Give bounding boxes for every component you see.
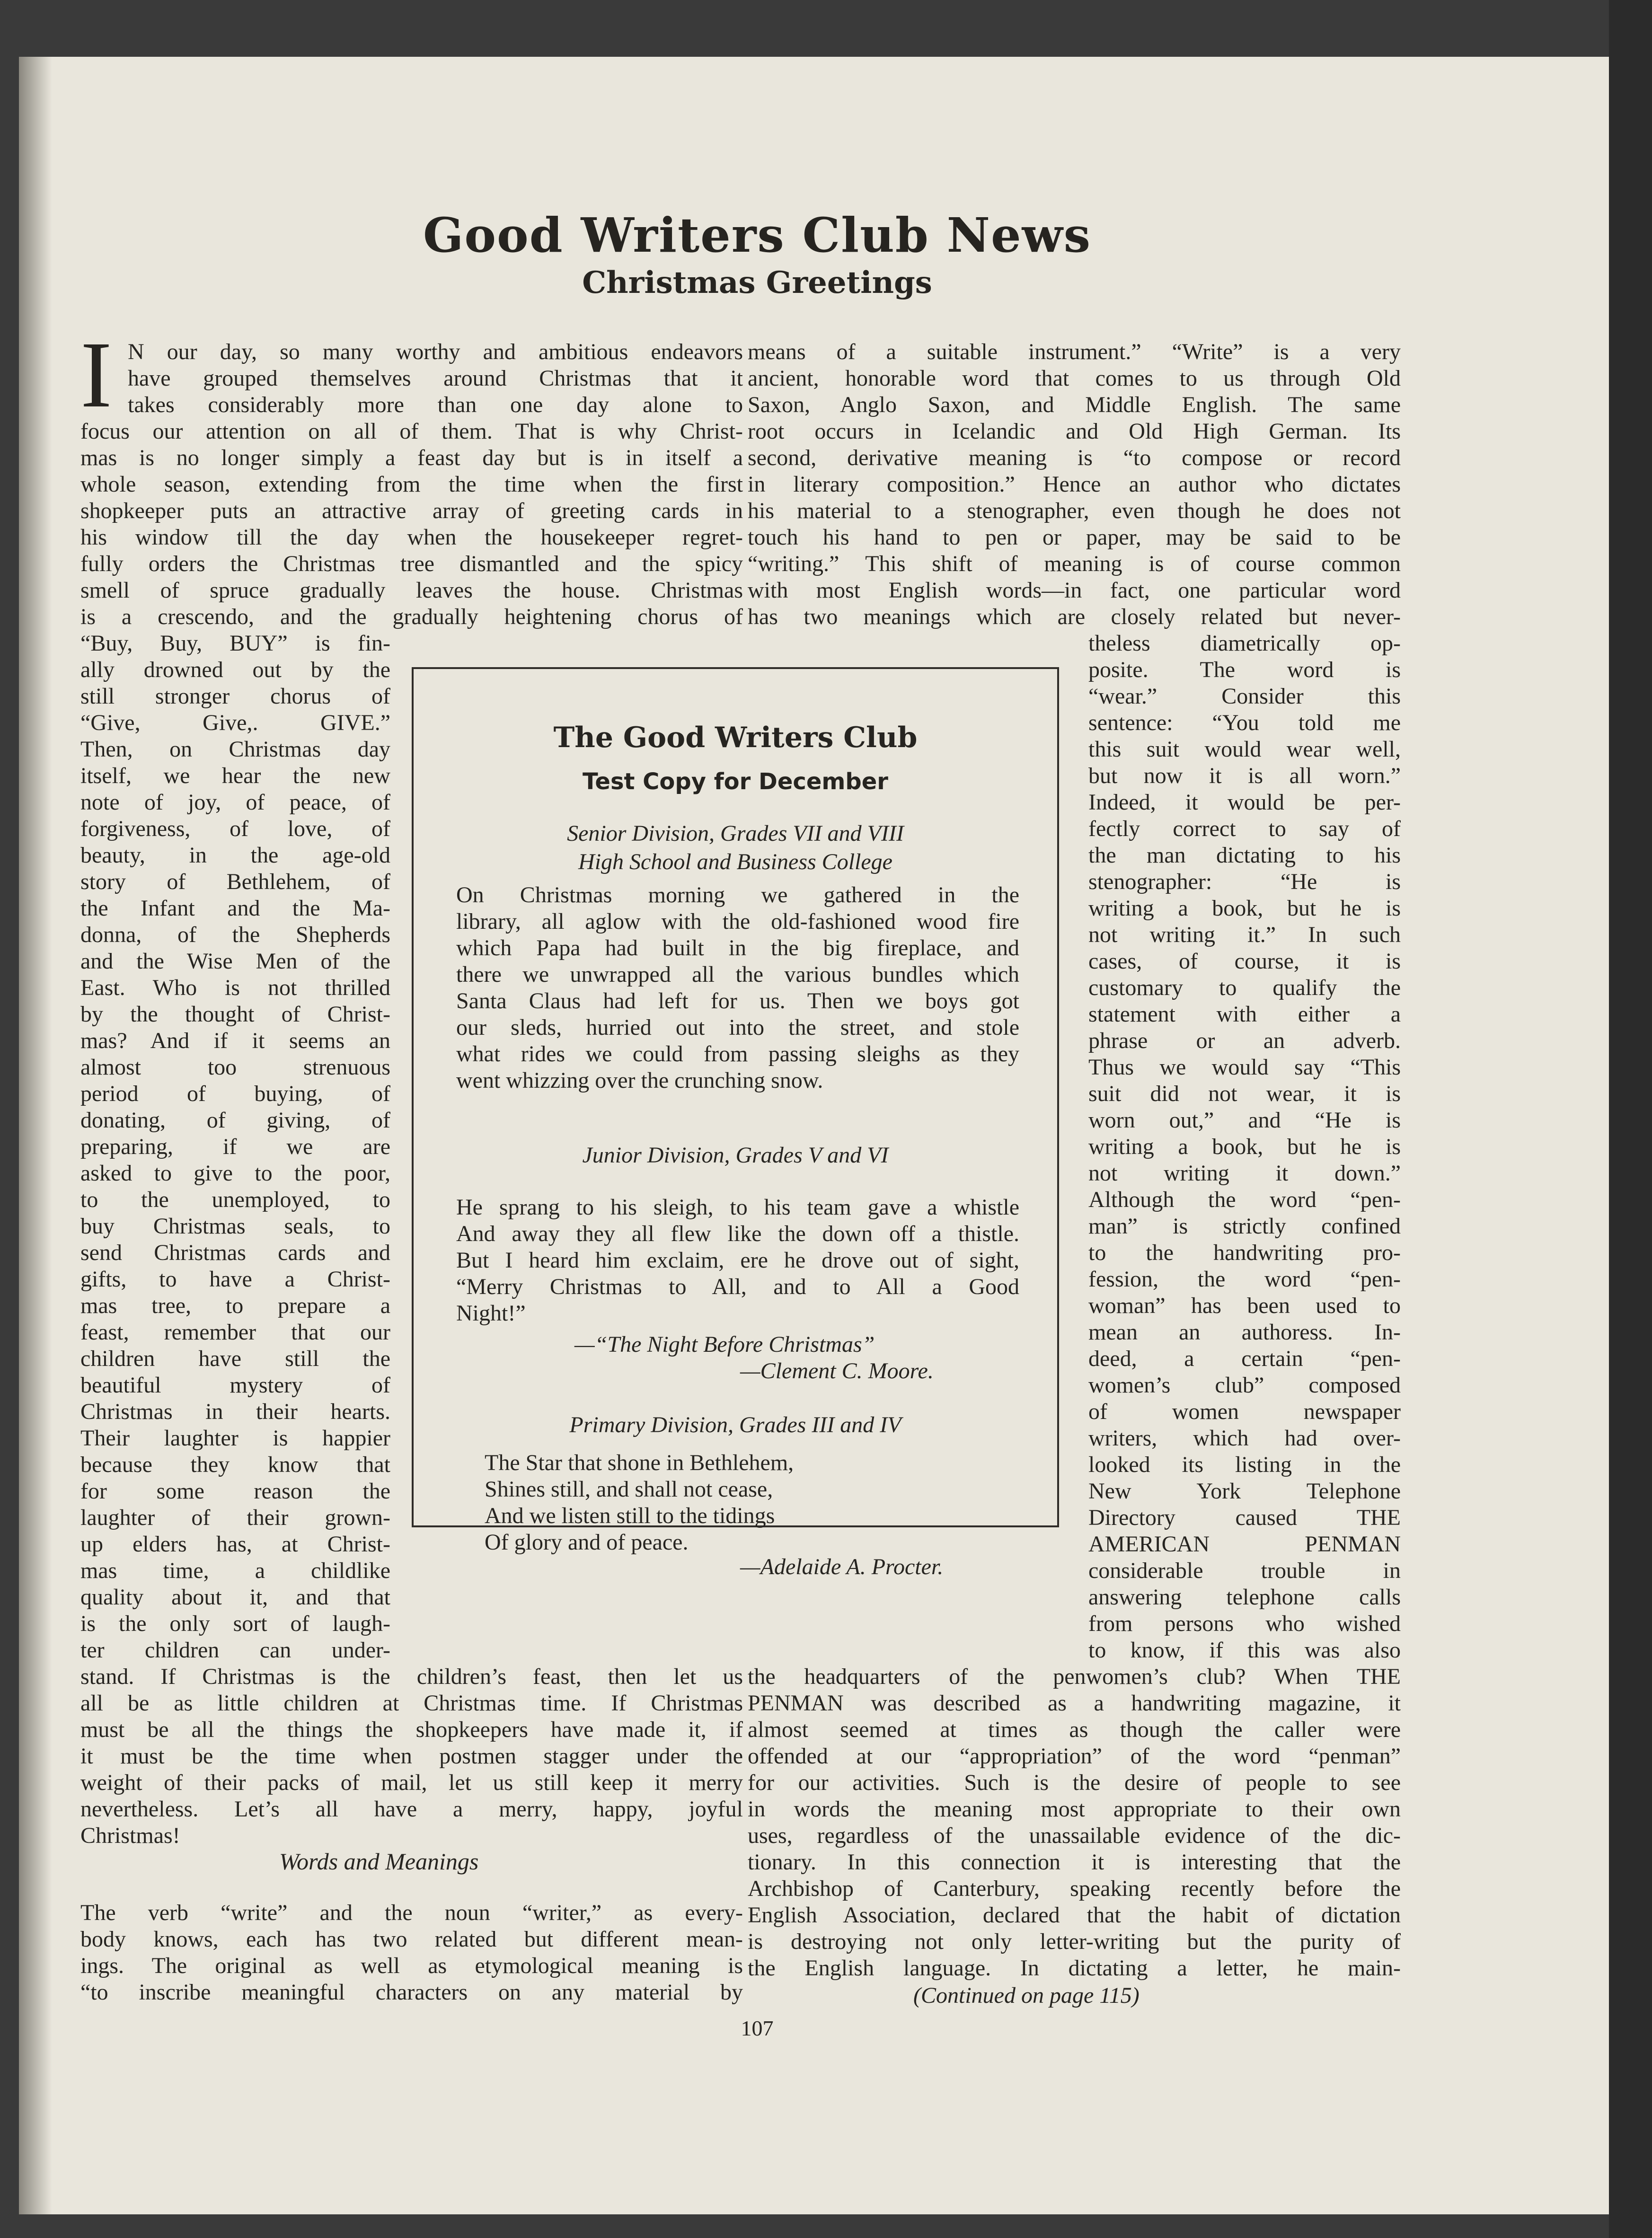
text-line: send Christmas cards and bbox=[80, 1240, 390, 1265]
page-number: 107 bbox=[741, 2016, 774, 2040]
scanner-edge bbox=[1609, 0, 1652, 2238]
text-line: gifts, to have a Christ- bbox=[80, 1267, 390, 1292]
text-line: ter children can under- bbox=[80, 1638, 390, 1663]
text-line: is the only sort of laugh- bbox=[80, 1611, 390, 1636]
text-line: stenographer: “He is bbox=[1088, 869, 1401, 894]
text-line: it must be the time when postmen stagger under the bbox=[80, 1744, 743, 1769]
text-line: touch his hand to pen or paper, may be said to be bbox=[748, 525, 1401, 550]
text-line: “wear.” Consider this bbox=[1088, 684, 1401, 709]
text-line: ally drowned out by the bbox=[80, 657, 390, 682]
text-line: almost seemed at times as though the caller were bbox=[748, 1717, 1401, 1742]
text-line: On Christmas morning we gathered in the bbox=[456, 882, 1019, 908]
text-line: theless diametrically op- bbox=[1088, 631, 1401, 656]
text-line: beauty, in the age-old bbox=[80, 843, 390, 868]
text-line: there we unwrapped all the various bundles which bbox=[456, 962, 1019, 987]
text-line: “Merry Christmas to All, and to All a Good bbox=[456, 1274, 1019, 1299]
text-line: the man dictating to his bbox=[1088, 843, 1401, 868]
text-line: quality about it, and that bbox=[80, 1585, 390, 1610]
senior-passage bbox=[456, 882, 1019, 1094]
text-line: man” is strictly confined bbox=[1088, 1214, 1401, 1239]
text-line: Saxon, Anglo Saxon, and Middle English. The same bbox=[748, 392, 1401, 417]
text-line: writers, which had over- bbox=[1088, 1426, 1401, 1451]
intro-paragraph bbox=[128, 339, 743, 418]
box-title: The Good Writers Club bbox=[553, 721, 918, 754]
text-line: East. Who is not thrilled bbox=[80, 975, 390, 1000]
text-line: Santa Claus had left for us. Then we boys got bbox=[456, 988, 1019, 1013]
text-line: his material to a stenographer, even though he does not bbox=[748, 498, 1401, 523]
junior-passage bbox=[456, 1194, 1019, 1327]
text-line: not writing it.” In such bbox=[1088, 922, 1401, 947]
text-line: library, all aglow with the old-fashioned wood fire bbox=[456, 909, 1019, 934]
text-line: Thus we would say “This bbox=[1088, 1055, 1401, 1080]
text-line: to the unemployed, to bbox=[80, 1187, 390, 1212]
text-line: preparing, if we are bbox=[80, 1134, 390, 1159]
text-line: period of buying, of bbox=[80, 1081, 390, 1106]
text-line: by the thought of Christ- bbox=[80, 1002, 390, 1027]
text-line: means of a suitable instrument.” “Write” is a very bbox=[748, 339, 1401, 364]
text-line: asked to give to the poor, bbox=[80, 1161, 390, 1186]
text-line: stand. If Christmas is the children’s feast, then let us bbox=[80, 1664, 743, 1689]
text-line: English Association, declared that the habit of dictation bbox=[748, 1903, 1401, 1928]
text-line: donating, of giving, of bbox=[80, 1108, 390, 1133]
text-line: mas tree, to prepare a bbox=[80, 1293, 390, 1318]
primary-heading: Primary Division, Grades III and IV bbox=[569, 1412, 901, 1437]
text-line: “to inscribe meaningful characters on any material by bbox=[80, 1980, 743, 2005]
text-line: worn out,” and “He is bbox=[1088, 1108, 1401, 1133]
text-line: forgiveness, of love, of bbox=[80, 816, 390, 841]
text-line: posite. The word is bbox=[1088, 657, 1401, 682]
text-line: up elders has, at Christ- bbox=[80, 1532, 390, 1557]
text-line: buy Christmas seals, to bbox=[80, 1214, 390, 1239]
text-line: our sleds, hurried out into the street, and stole bbox=[456, 1015, 1019, 1040]
text-line: Indeed, it would be per- bbox=[1088, 790, 1401, 815]
text-line: answering telephone calls bbox=[1088, 1585, 1401, 1610]
text-line: cases, of course, it is bbox=[1088, 949, 1401, 974]
text-line: Their laughter is happier bbox=[80, 1426, 390, 1451]
text-line: beautiful mystery of bbox=[80, 1373, 390, 1398]
text-line: has two meanings which are closely related but never- bbox=[748, 604, 1401, 629]
text-line: The Star that shone in Bethlehem, bbox=[485, 1450, 794, 1475]
text-line: note of joy, of peace, of bbox=[80, 790, 390, 815]
text-line: ings. The original as well as etymological meaning is bbox=[80, 1953, 743, 1978]
text-line: and the Wise Men of the bbox=[80, 949, 390, 974]
junior-author: —Clement C. Moore. bbox=[740, 1358, 934, 1383]
text-line: phrase or an adverb. bbox=[1088, 1028, 1401, 1053]
text-line: weight of their packs of mail, let us still keep it merry bbox=[80, 1770, 743, 1795]
words-paragraph bbox=[80, 1900, 743, 2006]
text-line: in words the meaning most appropriate to their own bbox=[748, 1797, 1401, 1822]
text-line: Of glory and of peace. bbox=[485, 1530, 689, 1555]
junior-source: —“The Night Before Christmas” bbox=[574, 1332, 875, 1357]
text-line: whole season, extending from the time when the first bbox=[80, 472, 743, 497]
right-top-paragraph bbox=[748, 339, 1401, 630]
text-line: suit did not wear, it is bbox=[1088, 1081, 1401, 1106]
binding-shadow bbox=[19, 57, 52, 2214]
text-line: nevertheless. Let’s all have a merry, happy, joyful bbox=[80, 1797, 743, 1822]
text-line: with most English words—in fact, one particular word bbox=[748, 578, 1401, 603]
page-title: Good Writers Club News bbox=[423, 207, 1092, 263]
text-line: of women newspaper bbox=[1088, 1399, 1401, 1424]
text-line: which Papa had built in the big fireplace, and bbox=[456, 935, 1019, 960]
text-line: not writing it down.” bbox=[1088, 1161, 1401, 1186]
text-line: what rides we could from passing sleighs as they bbox=[456, 1041, 1019, 1066]
text-line: to the handwriting pro- bbox=[1088, 1240, 1401, 1265]
text-line: He sprang to his sleigh, to his team gave a whistle bbox=[456, 1195, 1019, 1220]
text-line: still stronger chorus of bbox=[80, 684, 390, 709]
section-heading: Words and Meanings bbox=[279, 1848, 479, 1875]
text-line: N our day, so many worthy and ambitious endeavors bbox=[128, 339, 743, 364]
text-line: writing a book, but he is bbox=[1088, 896, 1401, 921]
text-line: ancient, honorable word that comes to us through Old bbox=[748, 366, 1401, 391]
text-line: all be as little children at Christmas time. If Christmas bbox=[80, 1691, 743, 1716]
text-line: his window till the day when the housekeeper regret- bbox=[80, 525, 743, 550]
text-line: uses, regardless of the unassailable evidence of the dic- bbox=[748, 1823, 1401, 1848]
right-bottom-paragraph bbox=[748, 1664, 1401, 1982]
text-line: looked its listing in the bbox=[1088, 1452, 1401, 1477]
text-line: but now it is all worn.” bbox=[1088, 763, 1401, 788]
text-line: this suit would wear well, bbox=[1088, 737, 1401, 762]
right-narrow-column bbox=[1088, 630, 1401, 1664]
text-line: donna, of the Shepherds bbox=[80, 922, 390, 947]
senior-heading-1: Senior Division, Grades VII and VIII bbox=[567, 821, 904, 846]
text-line: Directory caused THE bbox=[1088, 1505, 1401, 1530]
text-line: And we listen still to the tidings bbox=[485, 1503, 775, 1528]
text-line: root occurs in Icelandic and Old High German. Its bbox=[748, 419, 1401, 444]
text-line: “writing.” This shift of meaning is of course common bbox=[748, 551, 1401, 576]
text-line: is destroying not only letter-writing but the purity of bbox=[748, 1929, 1401, 1954]
continued-note: (Continued on page 115) bbox=[913, 1983, 1140, 2008]
text-line: deed, a certain “pen- bbox=[1088, 1346, 1401, 1371]
text-line: shopkeeper puts an attractive array of greeting cards in bbox=[80, 498, 743, 523]
text-line: mas time, a childlike bbox=[80, 1558, 390, 1583]
text-line: fectly correct to say of bbox=[1088, 816, 1401, 841]
text-line: takes considerably more than one day alone to bbox=[128, 392, 743, 417]
text-line: But I heard him exclaim, ere he drove out of sight, bbox=[456, 1248, 1019, 1273]
text-line: And away they all flew like the down off a thistle. bbox=[456, 1221, 1019, 1246]
text-line: Although the word “pen- bbox=[1088, 1187, 1401, 1212]
text-line: the headquarters of the penwomen’s club? When THE bbox=[748, 1664, 1401, 1689]
text-line: story of Bethlehem, of bbox=[80, 869, 390, 894]
text-line: sentence: “You told me bbox=[1088, 710, 1401, 735]
text-line: to know, if this was also bbox=[1088, 1638, 1401, 1663]
text-line: Christmas in their hearts. bbox=[80, 1399, 390, 1424]
primary-author: —Adelaide A. Procter. bbox=[740, 1554, 944, 1579]
text-line: considerable trouble in bbox=[1088, 1558, 1401, 1583]
test-copy-box bbox=[412, 667, 1059, 1579]
text-line: the Infant and the Ma- bbox=[80, 896, 390, 921]
text-line: because they know that bbox=[80, 1452, 390, 1477]
text-line: fession, the word “pen- bbox=[1088, 1267, 1401, 1292]
text-line: customary to qualify the bbox=[1088, 975, 1401, 1000]
text-line: mean an authoress. In- bbox=[1088, 1320, 1401, 1345]
text-line: itself, we hear the new bbox=[80, 763, 390, 788]
senior-heading-2: High School and Business College bbox=[578, 849, 892, 874]
text-line: have grouped themselves around Christmas that it bbox=[128, 366, 743, 391]
text-line: “Buy, Buy, BUY” is fin- bbox=[80, 631, 390, 656]
text-line: almost too strenuous bbox=[80, 1055, 390, 1080]
text-line: AMERICAN PENMAN bbox=[1088, 1532, 1401, 1557]
text-line: focus our attention on all of them. That is why Christ- bbox=[80, 419, 743, 444]
text-line: Archbishop of Canterbury, speaking recently before the bbox=[748, 1876, 1401, 1901]
text-line: for some reason the bbox=[80, 1479, 390, 1504]
text-line: “Give, Give,. GIVE.” bbox=[80, 710, 390, 735]
text-line: Christmas! bbox=[80, 1823, 180, 1848]
intro-paragraph-tail bbox=[80, 418, 743, 630]
text-line: laughter of their grown- bbox=[80, 1505, 390, 1530]
text-line: from persons who wished bbox=[1088, 1611, 1401, 1636]
text-line: is a crescendo, and the gradually heightening chorus of bbox=[80, 604, 743, 629]
text-line: PENMAN was described as a handwriting magazine, it bbox=[748, 1691, 1401, 1716]
text-line: for our activities. Such is the desire of people to see bbox=[748, 1770, 1401, 1795]
junior-heading: Junior Division, Grades V and VI bbox=[582, 1143, 889, 1168]
text-line: offended at our “appropriation” of the word “penman” bbox=[748, 1744, 1401, 1769]
text-line: went whizzing over the crunching snow. bbox=[456, 1068, 823, 1093]
text-line: woman” has been used to bbox=[1088, 1293, 1401, 1318]
primary-passage bbox=[485, 1450, 816, 1556]
text-line: feast, remember that our bbox=[80, 1320, 390, 1345]
text-line: children have still the bbox=[80, 1346, 390, 1371]
magazine-page bbox=[19, 57, 1609, 2214]
text-line: Then, on Christmas day bbox=[80, 737, 390, 762]
text-line: must be all the things the shopkeepers have made it, if bbox=[80, 1717, 743, 1742]
text-line: fully orders the Christmas tree dismantled and the spicy bbox=[80, 551, 743, 576]
left-narrow-column bbox=[80, 630, 390, 1664]
text-line: Shines still, and shall not cease, bbox=[485, 1477, 773, 1502]
text-line: women’s club” composed bbox=[1088, 1373, 1401, 1398]
drop-cap: I bbox=[80, 323, 112, 427]
text-line: New York Telephone bbox=[1088, 1479, 1401, 1504]
text-line: statement with either a bbox=[1088, 1002, 1401, 1027]
text-line: writing a book, but he is bbox=[1088, 1134, 1401, 1159]
page-subtitle: Christmas Greetings bbox=[582, 265, 932, 300]
text-line: smell of spruce gradually leaves the house. Christmas bbox=[80, 578, 743, 603]
text-line: body knows, each has two related but different mean- bbox=[80, 1927, 743, 1952]
text-line: second, derivative meaning is “to compose or record bbox=[748, 445, 1401, 470]
text-line: the English language. In dictating a letter, he main- bbox=[748, 1956, 1401, 1981]
text-line: The verb “write” and the noun “writer,” as every- bbox=[80, 1900, 743, 1925]
text-line: mas? And if it seems an bbox=[80, 1028, 390, 1053]
left-bottom-paragraph bbox=[80, 1664, 743, 1849]
text-line: mas is no longer simply a feast day but is in itself a bbox=[80, 445, 743, 470]
text-line: Night!” bbox=[456, 1301, 526, 1326]
box-subtitle: Test Copy for December bbox=[583, 768, 888, 795]
text-line: in literary composition.” Hence an author who dictates bbox=[748, 472, 1401, 497]
text-line: tionary. In this connection it is interesting that the bbox=[748, 1850, 1401, 1875]
